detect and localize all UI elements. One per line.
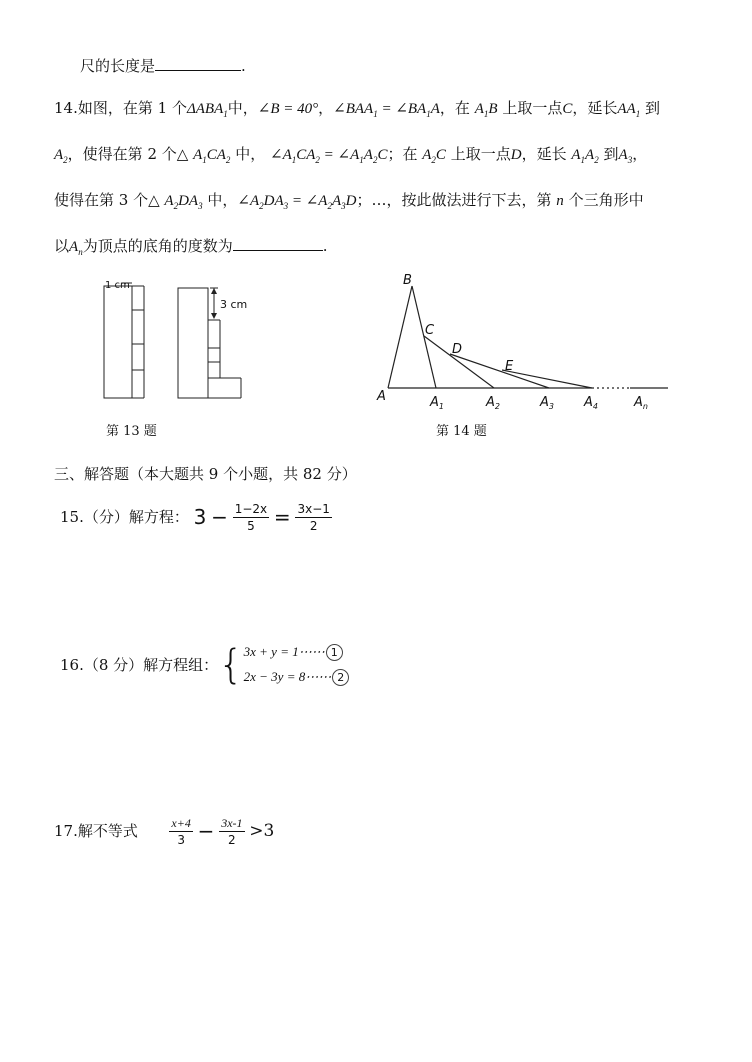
- figure-13: [96, 274, 266, 404]
- q17-label: 17.解不等式: [54, 822, 138, 840]
- point-A3: $A_3$: [540, 395, 554, 410]
- q14-line-3: 使得在第 3 个△ $A_2DA_3$ 中，$\angle A_2DA_3$ = $\angle A_2A_3D$；…，按此做法进行下去，第 n 个三角形中: [54, 191, 644, 211]
- q14-number: 14.: [54, 99, 78, 117]
- answer-blank[interactable]: [233, 236, 323, 251]
- point-An: $A_n$: [634, 395, 648, 410]
- ruler-right: [178, 288, 208, 398]
- q13-tail-text: 尺的长度是: [80, 57, 156, 75]
- equation-marker-2: 2: [332, 669, 349, 686]
- q15-fraction-2: $\frac{3x-1}{2}$: [297, 501, 330, 533]
- point-C: C: [425, 323, 435, 338]
- q14-line-1: 14.如图，在第 1 个$\Delta ABA_1$中，∠B = 40°，$\angle BAA_1$ = $\angle BA_1A$，在 $A_1B$ 上取一点C，延长$AA_1$ 到: [54, 99, 660, 119]
- q15-label: 15.（分）解方程：: [60, 508, 189, 526]
- point-A: A: [377, 389, 386, 404]
- figure-13-caption: 第 13 题: [106, 424, 157, 439]
- point-A4: $A_4$: [584, 395, 598, 410]
- q17-fraction-1: $\frac{x+4}{3}$: [171, 815, 191, 847]
- ruler-left: [104, 286, 132, 398]
- q14-line-2: $A_2$，使得在第 2 个△ $A_1CA_2$ 中， $\angle A_1CA_2$ = $\angle A_1A_2C$；在 $A_2C$ 上取一点D，延长 $A_1A_2$ 到$A_3$，: [54, 145, 648, 165]
- q16: 16.（8 分）解方程组：{ 3x + y = 1⋯⋯ 1 2x − 3y = 8⋯⋯ 2: [60, 640, 349, 690]
- equation-marker-1: 1: [326, 644, 343, 661]
- q15: 15.（分）解方程： 3 − $\frac{1-2x}{5}$ = $\frac{3x-1}{2}$: [60, 501, 330, 533]
- label-1cm: 1 cm: [105, 280, 130, 291]
- q17-fraction-2: $\frac{3x-1}{2}$: [221, 815, 243, 847]
- q15-fraction-1: $\frac{1-2x}{5}$: [234, 501, 268, 533]
- point-D: D: [452, 342, 463, 357]
- answer-blank[interactable]: [155, 56, 241, 71]
- section-3-title: 三、解答题（本大题共 9 个小题，共 82 分）: [54, 465, 357, 483]
- q13-tail: 尺的长度是 .: [80, 57, 246, 75]
- point-E: E: [505, 359, 514, 374]
- label-3cm: 3 cm: [220, 298, 248, 311]
- point-B: B: [403, 273, 412, 288]
- q16-label: 16.（8 分）解方程组：: [60, 656, 219, 674]
- point-A1: $A_1$: [430, 395, 444, 410]
- q14-line-4: 以$A_n$为顶点的底角的度数为 .: [54, 237, 328, 257]
- figure-14: [372, 270, 672, 410]
- q17: 17.解不等式 $\frac{x+4}{3}$ − $\frac{3x-1}{2}$ >3: [54, 815, 275, 847]
- figure-14-caption: 第 14 题: [436, 424, 487, 439]
- system-brace: {: [218, 642, 244, 688]
- point-A2: $A_2$: [486, 395, 500, 410]
